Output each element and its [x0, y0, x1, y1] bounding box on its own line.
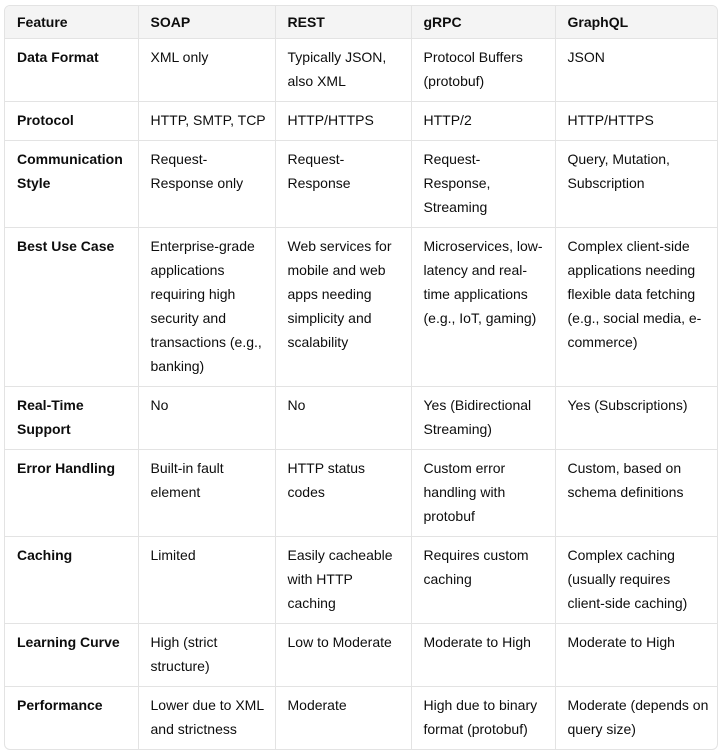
table-header [5, 6, 717, 39]
table-cell: HTTP/HTTPS [275, 102, 411, 141]
table-row-communication-style [5, 141, 717, 228]
table-cell: Custom, based on schema definitions [555, 450, 717, 537]
table-cell: Moderate [275, 687, 411, 750]
table-cell: No [275, 387, 411, 450]
row-label: Real-Time Support [5, 387, 138, 450]
row-label: Communication Style [5, 141, 138, 228]
header-grpc: gRPC [411, 6, 555, 39]
table-row-best-use-case [5, 228, 717, 387]
row-label: Best Use Case [5, 228, 138, 387]
table-cell: High due to binary format (protobuf) [411, 687, 555, 750]
header-feature: Feature [5, 6, 138, 39]
table-cell: Complex client-side applications needing flexible data fetching (e.g., social media, e-commerce) [555, 228, 717, 387]
table-row-protocol [5, 102, 717, 141]
table-cell: Moderate (depends on query size) [567, 697, 709, 737]
table-cell: Enterprise-grade applications requiring high security and transactions (e.g., banking) [138, 228, 275, 387]
table-row-error-handling [5, 450, 717, 537]
table-cell: Moderate to High [555, 624, 717, 687]
table-cell: Microservices, low-latency and real-time applications (e.g., IoT, gaming) [411, 228, 555, 387]
table-row-real-time-support [5, 387, 717, 450]
table-cell: JSON [555, 39, 717, 102]
row-label: Caching [5, 537, 138, 624]
table-cell: Limited [138, 537, 275, 624]
table-row-data-format [5, 39, 717, 102]
api-comparison-table [5, 6, 717, 749]
table-cell: Lower due to XML and strictness [138, 687, 275, 750]
table-cell: Typically JSON, also XML [275, 39, 411, 102]
header-graphql: GraphQL [555, 6, 717, 39]
table-cell: Yes (Subscriptions) [555, 387, 717, 450]
row-label: Performance [5, 687, 138, 750]
row-label: Data Format [5, 39, 138, 102]
table-cell: Web services for mobile and web apps needing simplicity and scalability [275, 228, 411, 387]
header-rest: REST [275, 6, 411, 39]
table-cell: Request-Response, Streaming [411, 141, 555, 228]
table-cell: Requires custom caching [411, 537, 555, 624]
header-soap: SOAP [138, 6, 275, 39]
table-row-caching [5, 537, 717, 624]
table-cell: Low to Moderate [275, 624, 411, 687]
table-cell: XML only [138, 39, 275, 102]
table-cell: No [138, 387, 275, 450]
table-row-learning-curve [5, 624, 717, 687]
table-cell: Request-Response only [138, 141, 275, 228]
table-cell: HTTP/2 [411, 102, 555, 141]
table-cell: Built-in fault element [138, 450, 275, 537]
row-label: Learning Curve [5, 624, 138, 687]
row-label: Protocol [5, 102, 138, 141]
table-cell: HTTP, SMTP, TCP [138, 102, 275, 141]
table-cell: Complex caching (usually requires client-side caching) [555, 537, 717, 624]
table-cell: Yes (Bidirectional Streaming) [411, 387, 555, 450]
table-cell: High (strict structure) [138, 624, 275, 687]
table-cell: Request-Response [275, 141, 411, 228]
table-cell: Custom error handling with protobuf [411, 450, 555, 537]
table-cell: Query, Mutation, Subscription [555, 141, 717, 228]
table-cell: HTTP status codes [275, 450, 411, 537]
table-body [5, 39, 717, 750]
header-row [5, 6, 717, 39]
table-cell: Easily cacheable with HTTP caching [275, 537, 411, 624]
comparison-table-container [4, 5, 718, 750]
table-row-performance [5, 687, 717, 750]
table-cell: HTTP/HTTPS [555, 102, 717, 141]
table-cell: Moderate to High [411, 624, 555, 687]
row-label: Error Handling [5, 450, 138, 537]
table-cell: Protocol Buffers (protobuf) [411, 39, 555, 102]
